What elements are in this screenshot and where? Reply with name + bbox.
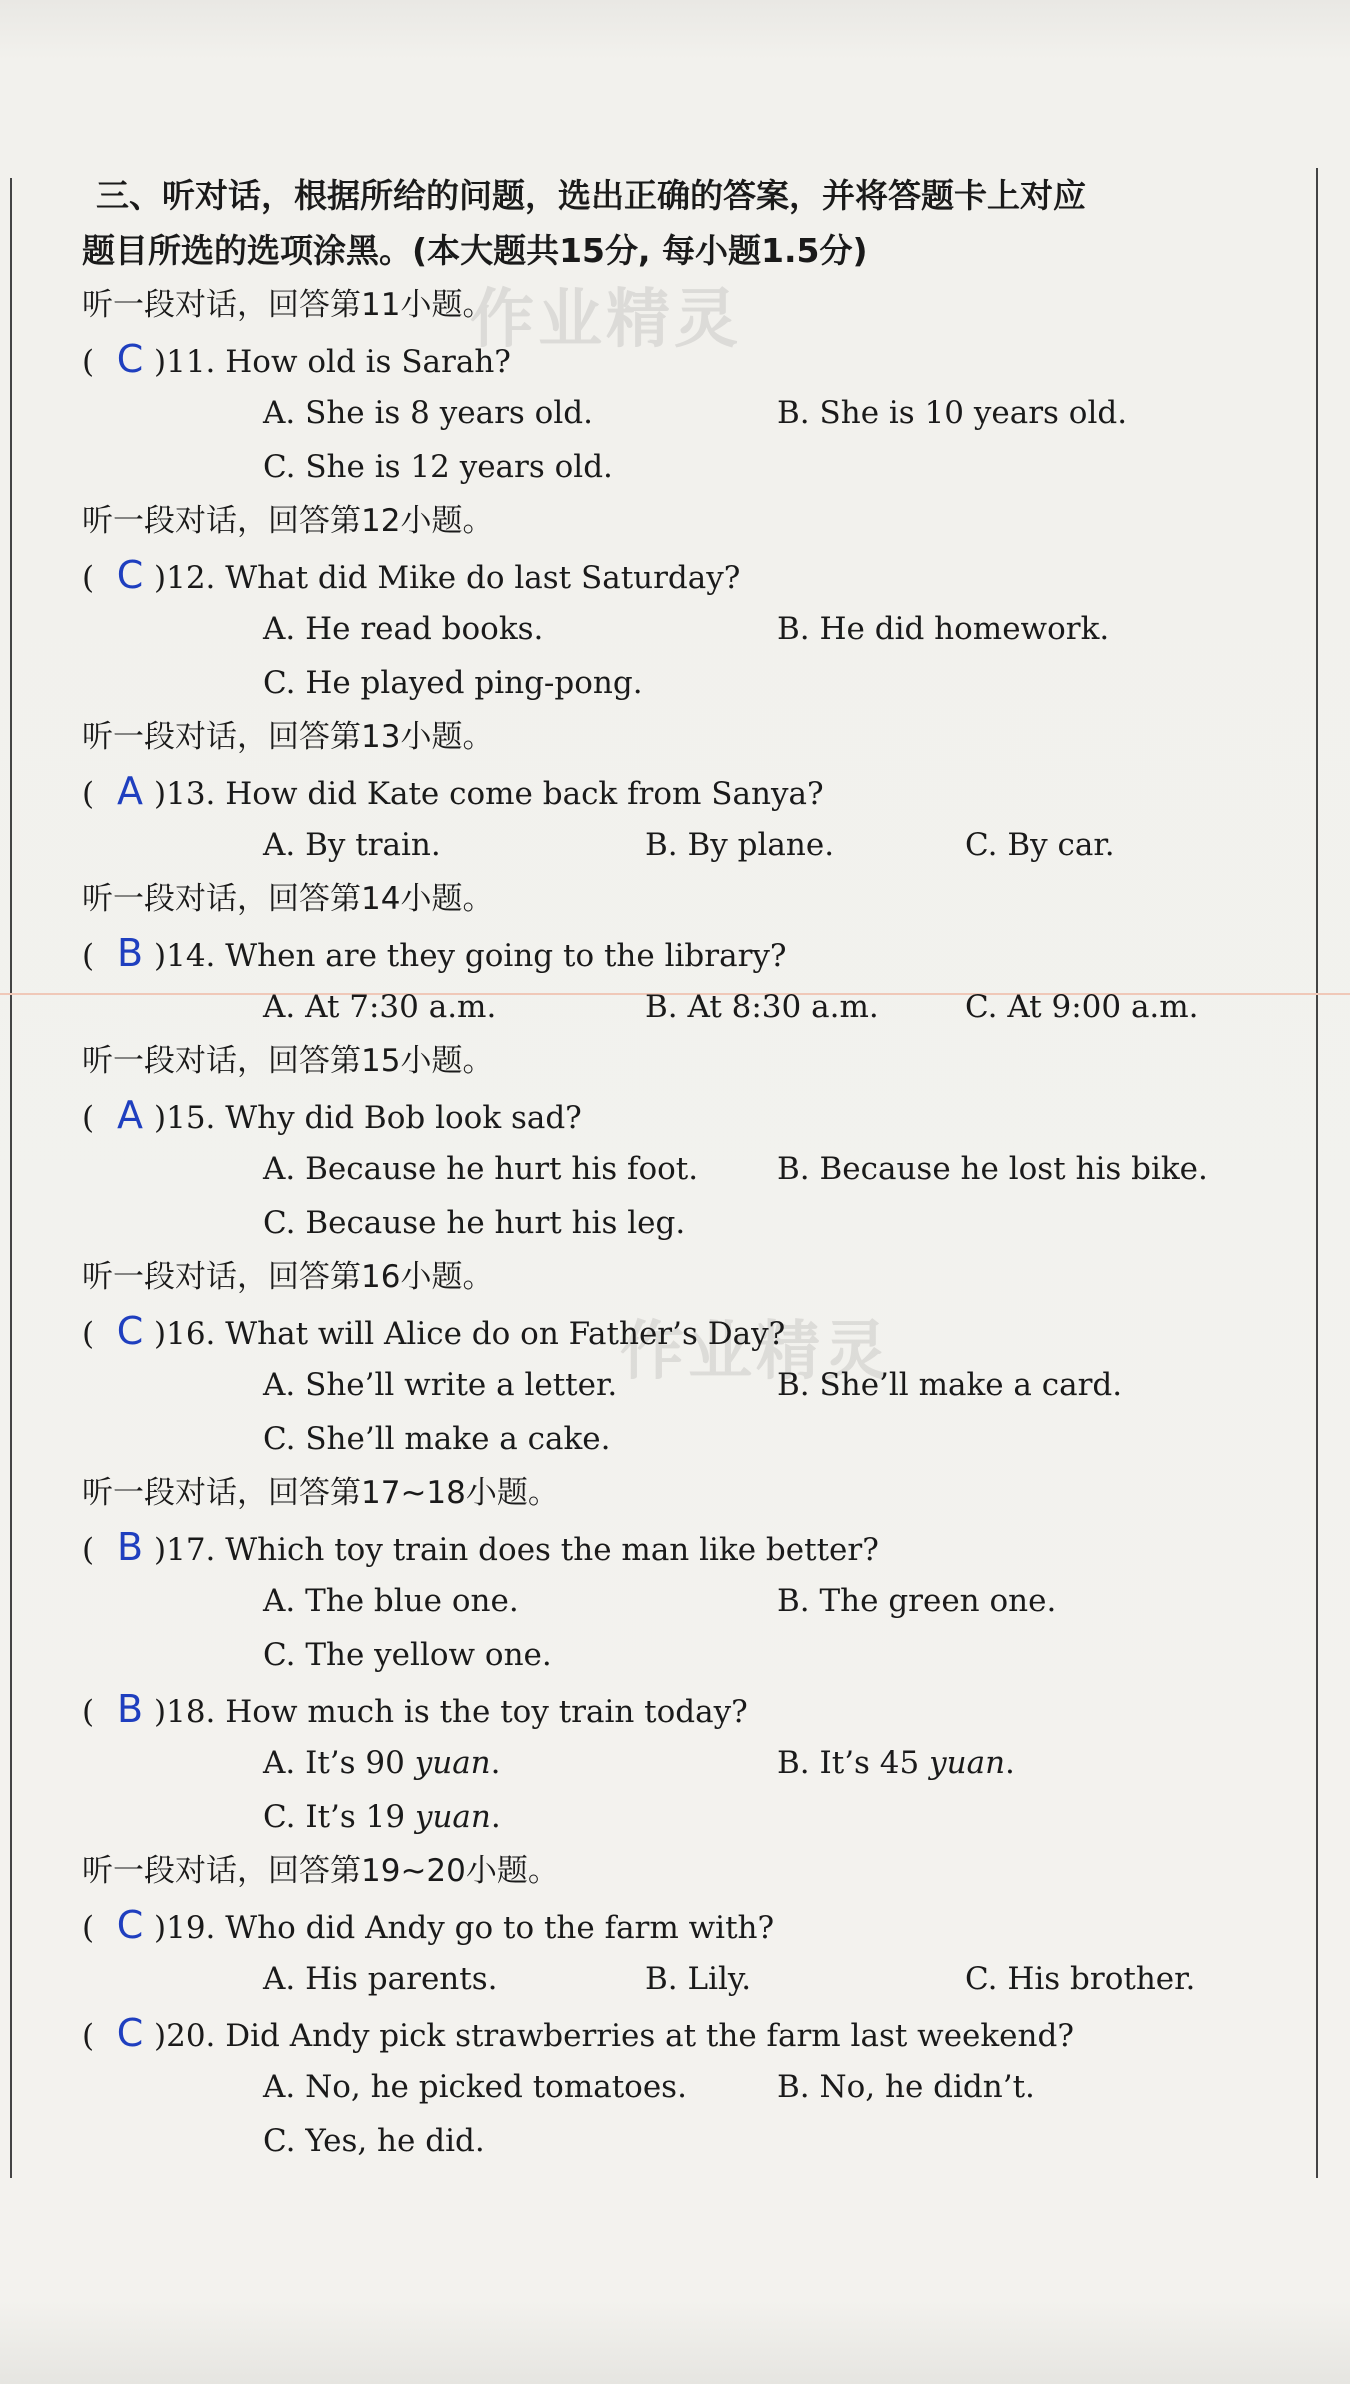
question-number: 14. xyxy=(166,938,216,974)
option-c xyxy=(965,818,1115,872)
answer-mark: C xyxy=(116,1903,144,1947)
options-row xyxy=(82,2114,1282,2168)
answer-mark: C xyxy=(116,2011,144,2055)
paren-open: ( xyxy=(82,1532,95,1568)
option-punctuation: . xyxy=(1005,1745,1015,1781)
section-heading: 三、听对话，根据所给的问题，选出正确的答案，并将答题卡上对应 xyxy=(96,176,1086,215)
paren-open: ( xyxy=(82,1316,95,1352)
option-b xyxy=(645,980,879,1034)
option-a xyxy=(263,1736,501,1790)
dialogue-label: 听一段对话，回答第19~20小题。 xyxy=(82,1853,559,1889)
question-text: How old is Sarah? xyxy=(215,344,511,380)
question-number: 15. xyxy=(166,1100,216,1136)
option-text: B. The green one. xyxy=(777,1583,1057,1619)
option-c xyxy=(965,1952,1195,2006)
dialogue-label: 听一段对话，回答第14小题。 xyxy=(82,881,494,917)
options-row xyxy=(82,1142,1282,1196)
paren-close: ) xyxy=(154,1100,167,1136)
option-a xyxy=(263,386,593,440)
option-text: C. His brother. xyxy=(965,1961,1196,1997)
option-b xyxy=(645,818,834,872)
options-row xyxy=(82,1196,1282,1250)
option-text: A. At 7:30 a.m. xyxy=(263,989,497,1025)
option-punctuation: . xyxy=(490,1745,501,1781)
option-text: C. He played ping-pong. xyxy=(263,665,643,701)
options-row xyxy=(82,980,1282,1034)
option-text: A. The blue one. xyxy=(263,1583,519,1619)
options-row xyxy=(82,602,1282,656)
options-row xyxy=(82,1574,1282,1628)
options-row xyxy=(82,1790,1282,1844)
paren-close: ) xyxy=(154,560,167,596)
option-text: B. By plane. xyxy=(645,827,835,863)
option-text: A. He read books. xyxy=(263,611,544,647)
question-row xyxy=(82,926,1282,980)
question-row xyxy=(82,332,1282,386)
paren-close: ) xyxy=(154,1316,167,1352)
options-row xyxy=(82,386,1282,440)
option-a xyxy=(263,980,496,1034)
paren-close: ) xyxy=(154,344,167,380)
option-text: A. His parents. xyxy=(263,1961,498,1997)
option-b xyxy=(777,1358,1122,1412)
option-c xyxy=(263,656,643,710)
option-text: A. She is 8 years old. xyxy=(263,395,593,431)
dialogue-label: 听一段对话，回答第11小题。 xyxy=(82,287,494,323)
paren-close: ) xyxy=(154,938,167,974)
question-text: Which toy train does the man like better? xyxy=(215,1532,879,1568)
option-a xyxy=(263,602,543,656)
option-text: C. She is 12 years old. xyxy=(263,449,613,485)
option-a xyxy=(263,1952,497,2006)
option-text: B. She is 10 years old. xyxy=(777,395,1128,431)
options-row xyxy=(82,1412,1282,1466)
options-row xyxy=(82,1628,1282,1682)
question-number: 20. xyxy=(166,2018,216,2054)
watermark-middle: 作业精灵 xyxy=(620,1315,892,1389)
paren-close: ) xyxy=(154,776,167,812)
left-border-rule xyxy=(10,178,12,2178)
paren-open: ( xyxy=(82,938,95,974)
option-text: B. She’ll make a card. xyxy=(777,1367,1123,1403)
option-text: A. No, he picked tomatoes. xyxy=(263,2069,687,2105)
option-text: B. It’s 45 xyxy=(777,1745,930,1781)
question-text: When are they going to the library? xyxy=(215,938,787,974)
currency-unit: yuan xyxy=(414,1799,491,1835)
answer-mark: C xyxy=(116,1309,144,1353)
options-row xyxy=(82,1736,1282,1790)
option-text: B. No, he didn’t. xyxy=(777,2069,1035,2105)
option-c xyxy=(263,2114,485,2168)
answer-mark: C xyxy=(116,553,144,597)
options-row xyxy=(82,1952,1282,2006)
option-b xyxy=(777,386,1127,440)
question-text: Did Andy pick strawberries at the farm last weekend? xyxy=(215,2018,1074,2054)
answer-mark: A xyxy=(117,1093,143,1137)
option-a xyxy=(263,1142,698,1196)
dialogue-label: 听一段对话，回答第17~18小题。 xyxy=(82,1475,559,1511)
paren-close: ) xyxy=(154,1694,167,1730)
option-text: C. Yes, he did. xyxy=(263,2123,485,2159)
currency-unit: yuan xyxy=(929,1745,1006,1781)
options-row xyxy=(82,1358,1282,1412)
question-text: What did Mike do last Saturday? xyxy=(215,560,741,596)
dialogue-label: 听一段对话，回答第16小题。 xyxy=(82,1259,494,1295)
dialogue-label: 听一段对话，回答第12小题。 xyxy=(82,503,494,539)
section-instructions: 题目所选的选项涂黑。(本大题共15分, 每小题1.5分) xyxy=(82,231,868,270)
question-text: Why did Bob look sad? xyxy=(215,1100,582,1136)
option-text: B. Lily. xyxy=(645,1961,752,1997)
option-a xyxy=(263,818,441,872)
dialogue-label: 听一段对话，回答第13小题。 xyxy=(82,719,494,755)
option-b xyxy=(645,1952,751,2006)
option-a xyxy=(263,1358,617,1412)
answer-mark: B xyxy=(116,931,144,975)
options-row xyxy=(82,2060,1282,2114)
option-text: C. It’s 19 xyxy=(263,1799,415,1835)
option-b xyxy=(777,1142,1208,1196)
answer-mark: A xyxy=(117,769,143,813)
option-a xyxy=(263,2060,687,2114)
paren-close: ) xyxy=(154,1910,167,1946)
question-row xyxy=(82,1304,1282,1358)
options-row xyxy=(82,440,1282,494)
option-text: C. At 9:00 a.m. xyxy=(965,989,1199,1025)
option-text: B. He did homework. xyxy=(777,611,1110,647)
paren-open: ( xyxy=(82,1694,95,1730)
option-text: C. Because he hurt his leg. xyxy=(263,1205,686,1241)
question-row xyxy=(82,1898,1282,1952)
paren-open: ( xyxy=(82,1100,95,1136)
question-list xyxy=(82,278,1282,2168)
question-text: What will Alice do on Father’s Day? xyxy=(215,1316,786,1352)
question-number: 13. xyxy=(166,776,216,812)
option-text: B. Because he lost his bike. xyxy=(777,1151,1208,1187)
question-row xyxy=(82,1520,1282,1574)
question-number: 11. xyxy=(166,344,216,380)
paren-open: ( xyxy=(82,344,95,380)
right-border-rule xyxy=(1316,168,1318,2178)
options-row xyxy=(82,818,1282,872)
question-number: 16. xyxy=(166,1316,216,1352)
currency-unit: yuan xyxy=(414,1745,491,1781)
paren-open: ( xyxy=(82,560,95,596)
question-row xyxy=(82,1682,1282,1736)
option-text: A. Because he hurt his foot. xyxy=(263,1151,699,1187)
option-text: C. She’ll make a cake. xyxy=(263,1421,611,1457)
option-b xyxy=(777,1736,1015,1790)
option-c xyxy=(263,1790,501,1844)
answer-mark: C xyxy=(116,337,144,381)
question-number: 17. xyxy=(166,1532,216,1568)
option-c xyxy=(263,440,613,494)
paren-open: ( xyxy=(82,776,95,812)
question-text: How much is the toy train today? xyxy=(215,1694,748,1730)
option-text: C. The yellow one. xyxy=(263,1637,552,1673)
question-number: 12. xyxy=(166,560,216,596)
option-c xyxy=(263,1196,685,1250)
watermark-top: 作业精灵 xyxy=(470,283,742,357)
question-row xyxy=(82,764,1282,818)
option-text: A. It’s 90 xyxy=(263,1745,415,1781)
option-a xyxy=(263,1574,519,1628)
option-b xyxy=(777,1574,1056,1628)
paren-open: ( xyxy=(82,2018,95,2054)
option-text: A. She’ll write a letter. xyxy=(263,1367,618,1403)
answer-mark: B xyxy=(116,1525,144,1569)
option-text: C. By car. xyxy=(965,827,1115,863)
option-punctuation: . xyxy=(490,1799,501,1835)
paren-open: ( xyxy=(82,1910,95,1946)
option-text: A. By train. xyxy=(263,827,441,863)
option-c xyxy=(965,980,1199,1034)
question-text: Who did Andy go to the farm with? xyxy=(215,1910,775,1946)
option-text: B. At 8:30 a.m. xyxy=(645,989,879,1025)
option-c xyxy=(263,1412,610,1466)
listening-section xyxy=(82,168,1282,2168)
option-c xyxy=(263,1628,552,1682)
option-b xyxy=(777,2060,1035,2114)
question-row xyxy=(82,2006,1282,2060)
question-row xyxy=(82,1088,1282,1142)
question-number: 19. xyxy=(166,1910,216,1946)
question-row xyxy=(82,548,1282,602)
answer-mark: B xyxy=(116,1687,144,1731)
paren-close: ) xyxy=(154,2018,167,2054)
question-number: 18. xyxy=(166,1694,216,1730)
options-row xyxy=(82,656,1282,710)
question-text: How did Kate come back from Sanya? xyxy=(215,776,824,812)
dialogue-label: 听一段对话，回答第15小题。 xyxy=(82,1043,494,1079)
paren-close: ) xyxy=(154,1532,167,1568)
option-b xyxy=(777,602,1109,656)
